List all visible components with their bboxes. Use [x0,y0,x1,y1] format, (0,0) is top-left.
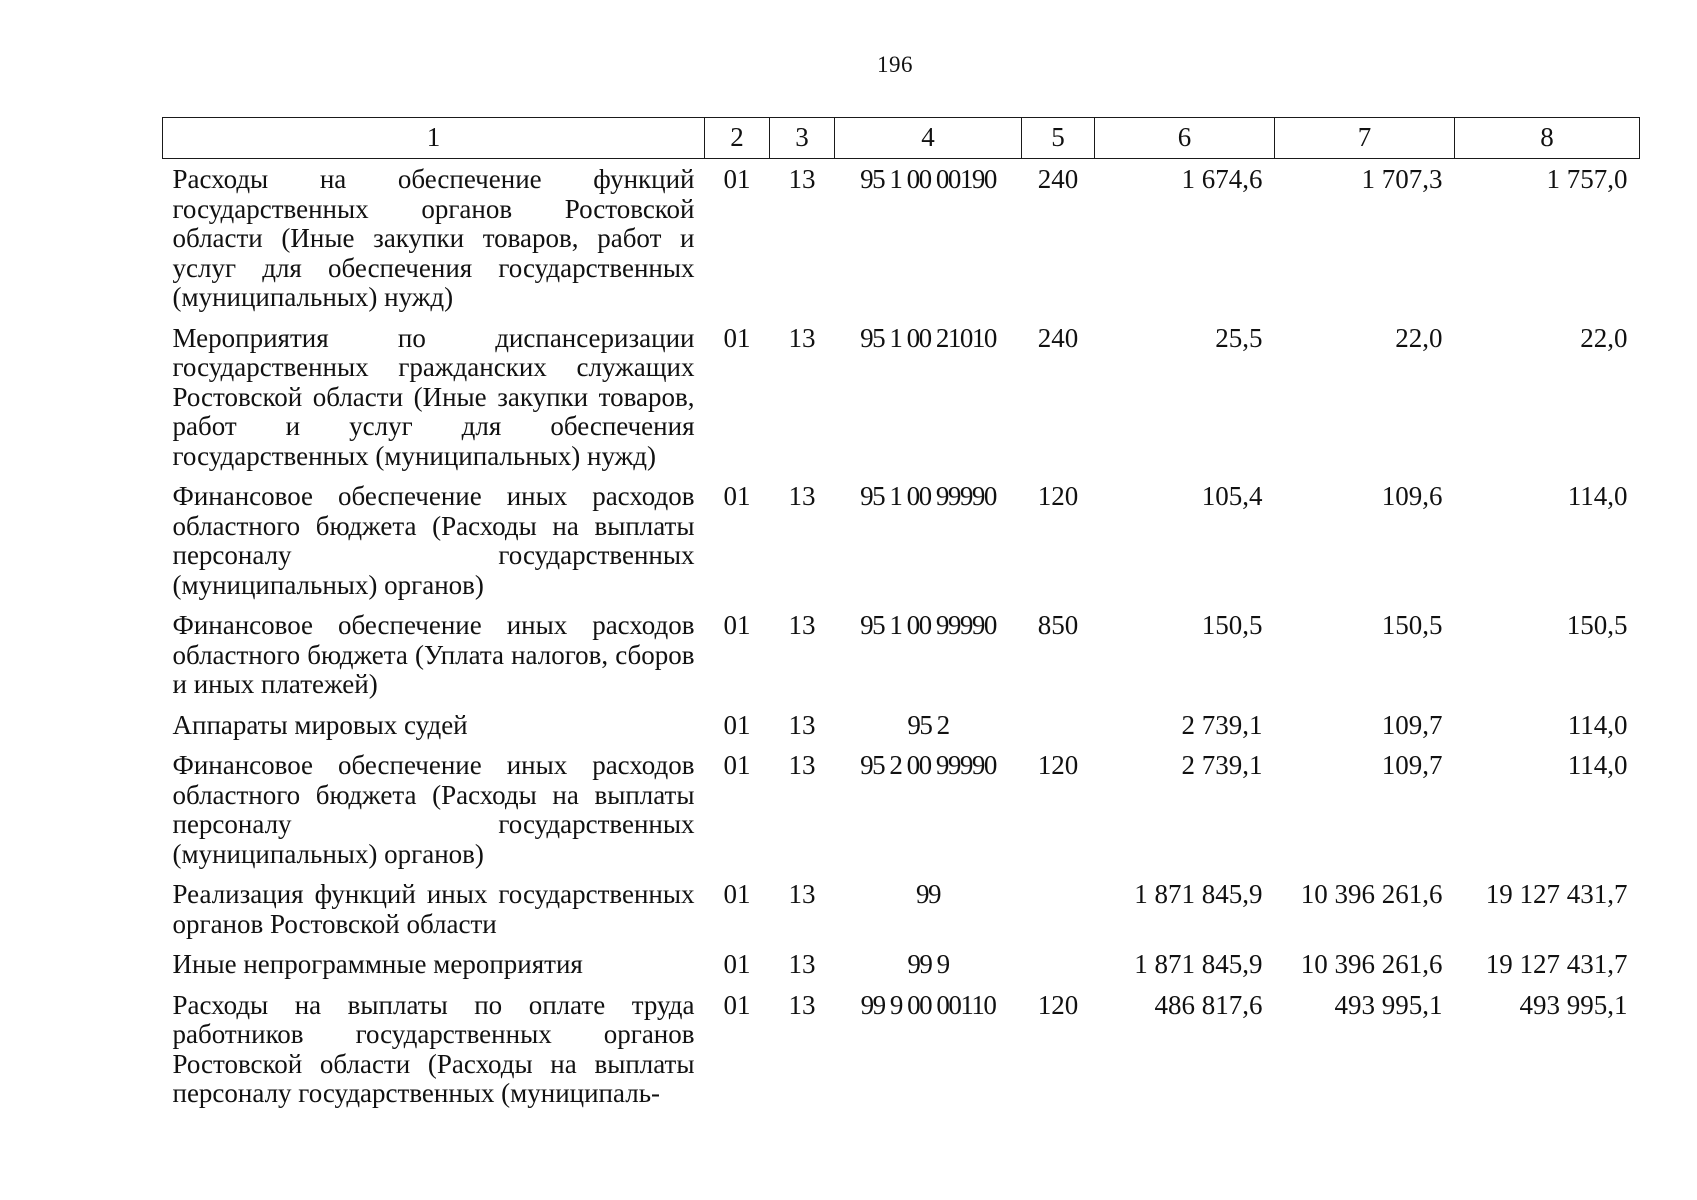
section-code: 01 [723,949,751,979]
expense-name: Расходы на обеспечение функций государственных органов Ростовской области (Иные закупки товаров, работ и услуг для обеспечения государственных (муниципальных) нужд) [172,164,695,312]
table-row [163,317,1640,476]
expense-type-code: 120 [1037,481,1079,511]
expense-type-code: 120 [1037,989,1079,1020]
table-row [163,159,1640,317]
section-code: 01 [723,709,751,740]
amount-col-7: 22,0 [1395,322,1443,353]
expense-name: Мероприятия по диспансеризации государственных гражданских служащих Ростовской области (Иные закупки товаров, работ и услуг для обеспечения государственных (муниципальных) нужд) [172,322,695,471]
amount-col-6: 25,5 [1215,322,1263,353]
amount-col-8: 19 127 431,7 [1485,879,1628,909]
amount-col-6: 2 739,1 [1181,709,1263,740]
amount-col-6: 486 817,6 [1154,989,1263,1020]
target-item-code: 99 9 00 00110 [860,989,996,1020]
amount-col-7: 10 396 261,6 [1300,949,1443,979]
column-header: 3 [770,118,835,159]
target-item-code: 95 2 [907,709,949,740]
column-header: 5 [1022,118,1095,159]
section-code: 01 [723,879,751,909]
expense-name: Аппараты мировых судей [172,709,468,740]
subsection-code: 13 [788,481,816,511]
column-header: 1 [163,118,705,159]
section-code: 01 [723,164,751,194]
amount-col-8: 493 995,1 [1519,989,1628,1020]
expense-name: Реализация функций иных государственных органов Ростовской области [172,879,695,939]
table-header-row [163,118,1640,159]
expense-name: Финансовое обеспечение иных расходов областного бюджета (Расходы на выплаты персоналу государственных (муниципальных) органов) [172,481,695,600]
target-item-code: 95 1 00 21010 [860,322,996,353]
column-header: 8 [1455,118,1640,159]
amount-col-8: 1 757,0 [1546,164,1628,194]
target-item-code: 95 2 00 99990 [860,750,996,780]
amount-col-8: 150,5 [1566,610,1628,640]
expense-type-code: 240 [1037,164,1079,194]
table-row [163,704,1640,745]
amount-col-7: 150,5 [1381,610,1443,640]
subsection-code: 13 [788,709,816,740]
subsection-code: 13 [788,322,816,353]
target-item-code: 99 9 [907,949,949,979]
amount-col-6: 1 871 845,9 [1134,949,1263,979]
column-header: 6 [1095,118,1275,159]
subsection-code: 13 [788,610,816,640]
expense-name: Финансовое обеспечение иных расходов областного бюджета (Расходы на выплаты персоналу государственных (муниципальных) органов) [172,750,695,869]
expense-type-code [1022,943,1095,984]
budget-table [162,117,1640,1113]
section-code: 01 [723,989,751,1020]
target-item-code: 95 1 00 00190 [860,164,996,194]
target-item-code: 99 [916,879,940,909]
section-code: 01 [723,610,751,640]
amount-col-8: 114,0 [1567,750,1628,780]
amount-col-7: 109,6 [1381,481,1443,511]
amount-col-7: 109,7 [1381,750,1443,780]
expense-type-code [1022,704,1095,745]
section-code: 01 [723,322,751,353]
expense-name: Иные непрограммные мероприятия [172,949,583,979]
section-code: 01 [723,750,751,780]
amount-col-6: 1 871 845,9 [1134,879,1263,909]
amount-col-7: 493 995,1 [1334,989,1443,1020]
expense-type-code [1022,873,1095,943]
section-code: 01 [723,481,751,511]
expense-type-code: 850 [1037,610,1079,640]
expense-type-code: 240 [1037,322,1079,353]
amount-col-8: 114,0 [1567,709,1628,740]
subsection-code: 13 [788,164,816,194]
table-row [163,604,1640,704]
amount-col-7: 1 707,3 [1361,164,1443,194]
amount-col-6: 150,5 [1201,610,1263,640]
amount-col-7: 109,7 [1381,709,1443,740]
amount-col-6: 2 739,1 [1181,750,1263,780]
table-row [163,475,1640,604]
target-item-code: 95 1 00 99990 [860,610,996,640]
amount-col-8: 19 127 431,7 [1485,949,1628,979]
table-row [163,744,1640,873]
expense-name: Финансовое обеспечение иных расходов областного бюджета (Уплата налогов, сборов и иных платежей) [172,610,695,699]
subsection-code: 13 [788,949,816,979]
table-row [163,873,1640,943]
amount-col-7: 10 396 261,6 [1300,879,1443,909]
subsection-code: 13 [788,989,816,1020]
subsection-code: 13 [788,750,816,780]
column-header: 4 [835,118,1022,159]
target-item-code: 95 1 00 99990 [860,481,996,511]
subsection-code: 13 [788,879,816,909]
column-header: 2 [705,118,770,159]
column-header: 7 [1275,118,1455,159]
amount-col-6: 105,4 [1201,481,1263,511]
table-row [163,943,1640,984]
amount-col-8: 22,0 [1580,322,1628,353]
page-number: 196 [877,52,913,77]
table-row [163,984,1640,1113]
expense-name: Расходы на выплаты по оплате труда работников государственных органов Ростовской области (Расходы на выплаты персоналу государственных (муниципаль- [172,989,695,1108]
amount-col-6: 1 674,6 [1181,164,1263,194]
amount-col-8: 114,0 [1567,481,1628,511]
expense-type-code: 120 [1037,750,1079,780]
